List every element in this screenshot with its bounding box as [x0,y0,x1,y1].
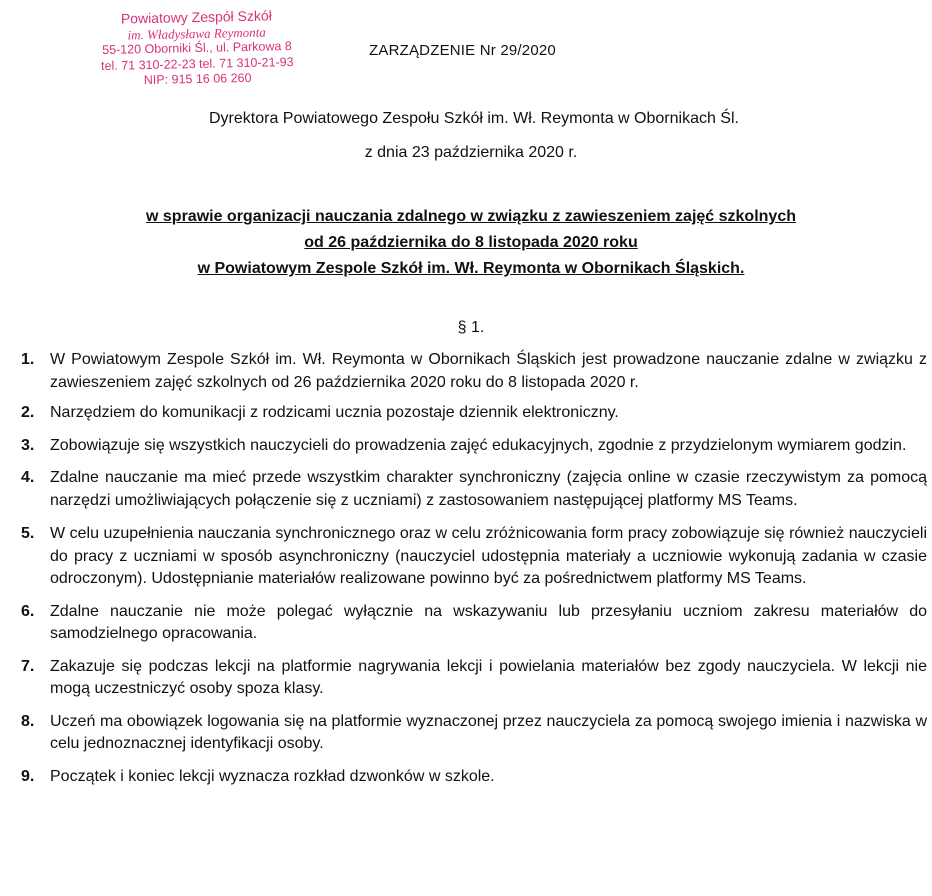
list-item [21,349,927,394]
list-item [21,711,927,756]
list-item [21,402,927,425]
item-number: 4. [21,469,35,486]
subject-line-1: w sprawie organizacji nauczania zdalnego w związku z zawieszeniem zajęć szkolnych [146,208,796,225]
item-text: Uczeń ma obowiązek logowania się na platformie wyznaczonej przez nauczyciela za pomocą swojego imienia i nazwiska w celu jednoznacznej identyfikacji osoby. [50,712,927,752]
item-text: Zdalne nauczanie ma mieć przede wszystkim charakter synchroniczny (zajęcia online w czasie rzeczywistym za pomocą narzędzi umożliwiających połączenie się z uczniami) z zastosowaniem następującej platformy MS Teams. [50,469,927,509]
provisions-list [21,343,927,788]
document-date: z dnia 23 października 2020 r. [364,144,578,161]
list-item [21,601,927,646]
item-number: 3. [21,436,35,454]
stamp-address: 55-120 Oborniki Śl., ul. Parkowa 8 [102,39,292,57]
item-text: W Powiatowym Zespole Szkół im. Wł. Reymonta w Obornikach Śląskich jest prowadzone nauczanie zdalne w związku z zawieszeniem zajęć szkolnych od 26 października 2020 roku do 8 listopada 2020 r. [50,351,927,391]
subject-line-3: w Powiatowym Zespole Szkół im. Wł. Reymonta w Obornikach Śląskich. [197,260,745,277]
document-subject [0,204,932,282]
list-item [21,467,927,512]
item-text: Zakazuje się podczas lekcji na platformie nagrywania lekcji i powielania materiałów bez zgody nauczyciela. W lekcji nie mogą uczestniczyć osoby spoza klasy. [50,657,927,697]
stamp-phones: tel. 71 310-22-23 tel. 71 310-21-93 [100,54,294,73]
item-text: W celu uzupełnienia nauczania synchronicznego oraz w celu zróżnicowania form pracy zobowiązuje się również nauczycieli do pracy z uczniami w sposób asynchroniczny (nauczyciel udostępnia materiały a uczniowie wykonują zadania w czasie odroczonym). Udostępnianie materiałów realizowane powinno być za pośrednictwem platformy MS Teams. [50,525,927,587]
item-text: Początek i koniec lekcji wyznacza rozkład dzwonków w szkole. [50,767,495,785]
stamp-patron: im. Władysława Reymonta [127,24,266,42]
list-item [21,523,927,591]
stamp-nip: NIP: 915 16 06 260 [143,70,252,88]
section-heading: § 1. [457,319,485,336]
item-text: Zdalne nauczanie nie może polegać wyłącznie na wskazywaniu lub przesyłaniu uczniom zakresu materiałów do samodzielnego opracowania. [50,602,927,642]
list-item [21,435,927,458]
subject-line-2: od 26 października do 8 listopada 2020 roku [304,234,638,251]
list-item [21,766,927,789]
item-number: 2. [21,404,35,421]
item-text: Narzędziem do komunikacji z rodzicami ucznia pozostaje dziennik elektroniczny. [50,404,619,421]
stamp-school-name: Powiatowy Zespół Szkół [120,7,272,27]
school-stamp [83,8,311,90]
item-number: 5. [21,525,35,542]
item-number: 1. [21,351,35,368]
list-item [21,656,927,701]
item-text: Zobowiązuje się wszystkich nauczycieli do prowadzenia zajęć edukacyjnych, zgodnie z przydzielonym wymiarem godzin. [50,436,907,454]
item-number: 6. [21,602,35,620]
item-number: 7. [21,657,35,675]
document-issuer: Dyrektora Powiatowego Zespołu Szkół im. Wł. Reymonta w Obornikach Śl. [209,110,739,127]
item-number: 8. [21,712,35,730]
item-number: 9. [21,767,35,785]
document-number: ZARZĄDZENIE Nr 29/2020 [369,42,556,59]
